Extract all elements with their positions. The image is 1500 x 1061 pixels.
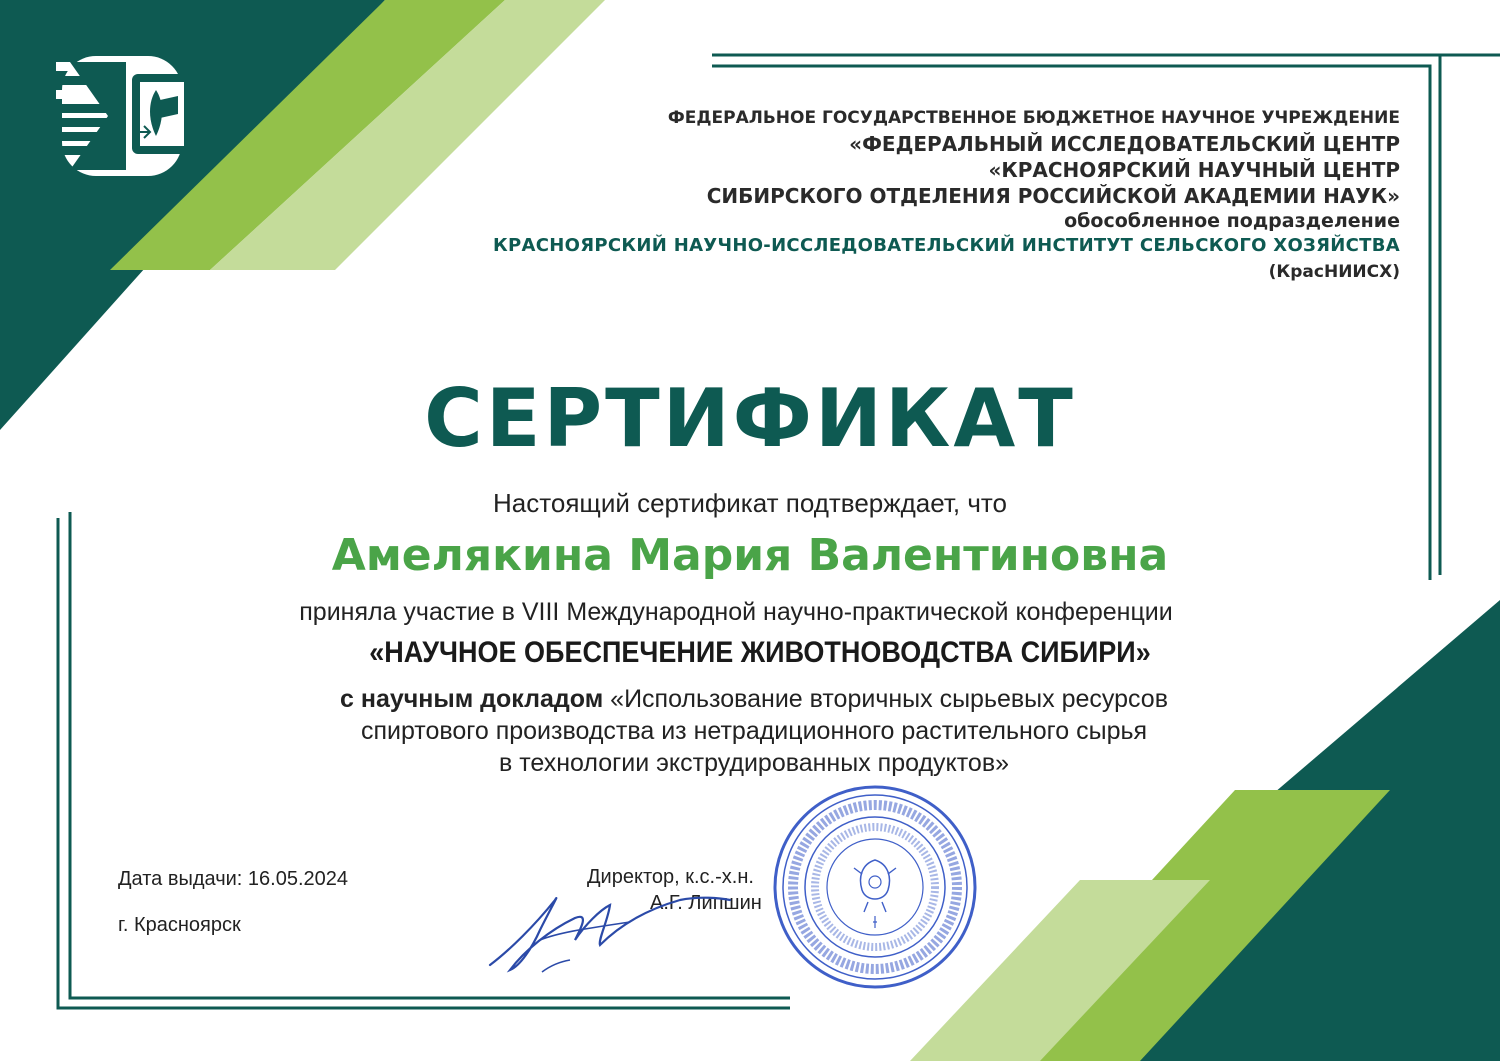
director-title: Директор, к.с.-х.н. [587, 866, 754, 888]
page-title: СЕРТИФИКАТ [424, 372, 1076, 465]
header-institute-name: КРАСНОЯРСКИЙ НАУЧНО-ИССЛЕДОВАТЕЛЬСКИЙ ИНСТИТУТ СЕЛЬСКОГО ХОЗЯЙСТВА [493, 235, 1400, 256]
report-line-1 [4, 685, 1500, 714]
header-line-4: СИБИРСКОГО ОТДЕЛЕНИЯ РОССИЙСКОЙ АКАДЕМИИ НАУК» [706, 184, 1400, 208]
participation-text: приняла участие в VIII Международной научно-практической конференции [299, 598, 1173, 626]
header-line-3: «КРАСНОЯРСКИЙ НАУЧНЫЙ ЦЕНТР [988, 158, 1400, 182]
organization-logo-icon [56, 56, 202, 176]
header-line-5: обособленное подразделение [1064, 210, 1400, 232]
director-name: А.Г. Липшин [650, 892, 762, 914]
header-line-2: «ФЕДЕРАЛЬНЫЙ ИССЛЕДОВАТЕЛЬСКИЙ ЦЕНТР [849, 132, 1400, 156]
header-institute-abbr: (КрасНИИСХ) [1268, 262, 1400, 282]
conference-name: «НАУЧНОЕ ОБЕСПЕЧЕНИЕ ЖИВОТНОВОДСТВА СИБИРИ» [369, 636, 1151, 669]
header-line-1: ФЕДЕРАЛЬНОЕ ГОСУДАРСТВЕННОЕ БЮДЖЕТНОЕ НАУЧНОЕ УЧРЕЖДЕНИЕ [667, 108, 1400, 128]
report-line-3: в технологии экструдированных продуктов» [498, 749, 1010, 777]
report-line-2: спиртового производства из нетрадиционного растительного сырья [360, 717, 1148, 745]
official-seal-icon [770, 782, 980, 992]
recipient-name: Амелякина Мария Валентиновна [331, 530, 1169, 581]
signature-icon [480, 870, 740, 980]
report-prefix: с научным докладом [340, 685, 604, 713]
issue-date: Дата выдачи: 16.05.2024 [118, 868, 348, 890]
report-title-start: «Использование вторичных сырьевых ресурсов [610, 685, 1168, 713]
confirms-text: Настоящий сертификат подтверждает, что [493, 488, 1007, 518]
city: г. Красноярск [118, 914, 241, 936]
